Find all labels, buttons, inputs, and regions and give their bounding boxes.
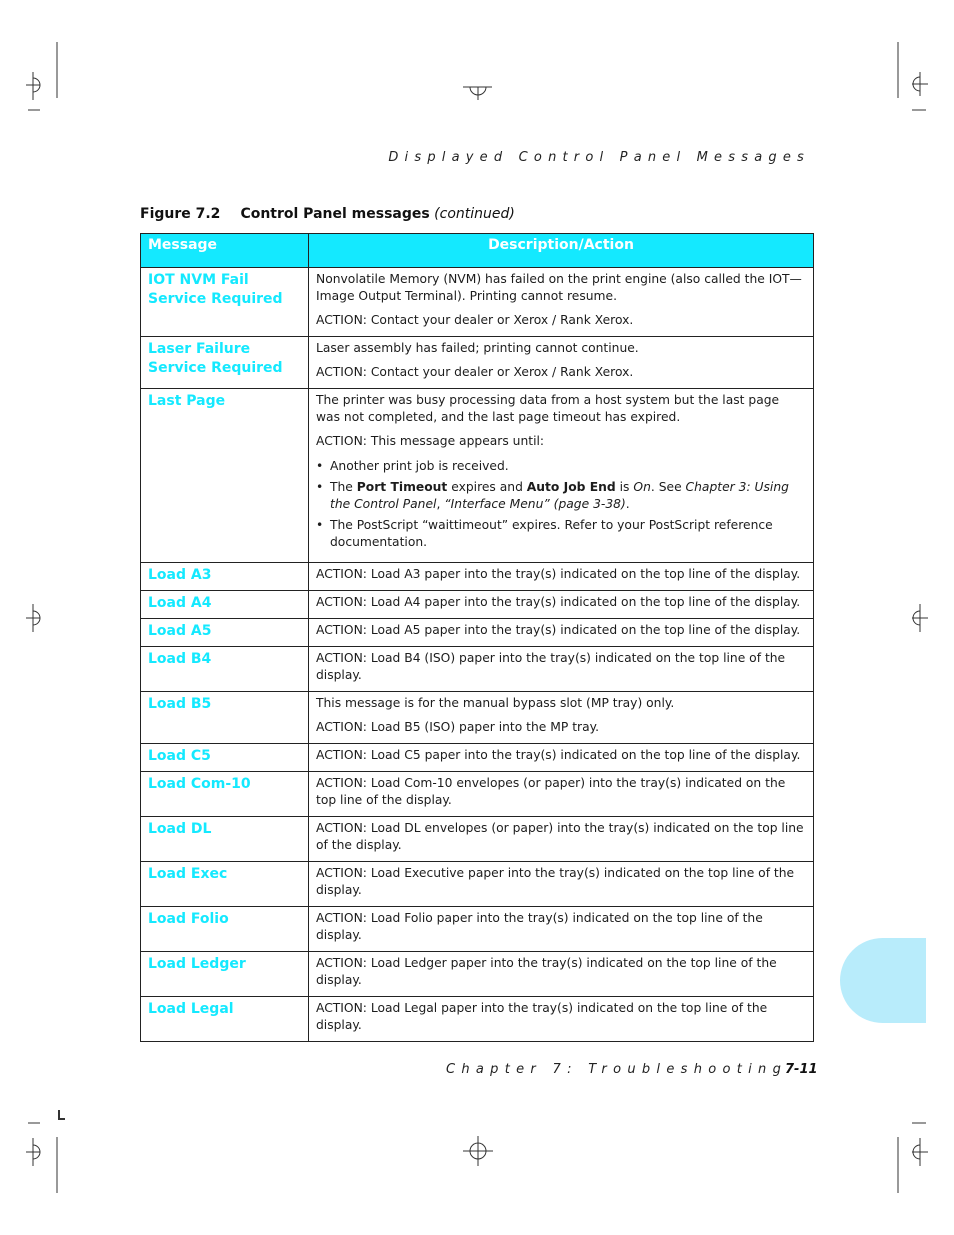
table-row <box>141 997 814 1042</box>
figure-caption <box>140 206 515 222</box>
text-run: is <box>615 480 634 494</box>
message-cell <box>141 591 309 619</box>
description-paragraph: Nonvolatile Memory (NVM) has failed on the print engine (also called the IOT—Image Output Terminal). Printing cannot resume. <box>316 272 802 303</box>
message-cell <box>141 337 309 389</box>
column-header-message: Message <box>141 234 309 268</box>
description-paragraph: ACTION: Contact your dealer or Xerox / Rank Xerox. <box>316 365 634 379</box>
message-name-line: IOT NVM Fail <box>148 272 249 288</box>
table-row <box>141 862 814 907</box>
message-name-line: Load Exec <box>148 866 228 882</box>
text-run: . See <box>650 480 686 494</box>
message-name-line: Load A4 <box>148 595 212 611</box>
condition-item <box>316 517 806 551</box>
table-body <box>141 268 814 1042</box>
condition-item <box>316 458 806 475</box>
message-cell <box>141 619 309 647</box>
description-paragraph: ACTION: Load A5 paper into the tray(s) indicated on the top line of the display. <box>316 623 801 637</box>
description-cell <box>309 952 814 997</box>
message-cell <box>141 647 309 692</box>
table-row <box>141 268 814 337</box>
message-cell <box>141 692 309 744</box>
description-cell <box>309 744 814 772</box>
description-paragraph: Laser assembly has failed; printing cannot continue. <box>316 341 639 355</box>
message-name-line: Load Com-10 <box>148 776 251 792</box>
description-paragraph: ACTION: Load C5 paper into the tray(s) indicated on the top line of the display. <box>316 748 801 762</box>
message-name-line: Load B5 <box>148 696 212 712</box>
message-name-line: Load C5 <box>148 748 211 764</box>
description-paragraph: ACTION: Load B5 (ISO) paper into the MP tray. <box>316 720 600 734</box>
table-row <box>141 952 814 997</box>
description-cell <box>309 772 814 817</box>
description-cell <box>309 862 814 907</box>
message-name-line: Load A5 <box>148 623 212 639</box>
message-name-line: Load A3 <box>148 567 212 583</box>
running-header: Displayed Control Panel Messages <box>388 150 810 165</box>
text-run: Port Timeout <box>356 480 448 494</box>
message-cell <box>141 907 309 952</box>
description-paragraph: ACTION: Load A4 paper into the tray(s) indicated on the top line of the display. <box>316 595 801 609</box>
description-paragraph: ACTION: Load DL envelopes (or paper) into the tray(s) indicated on the top line of the display. <box>316 821 804 852</box>
message-cell <box>141 997 309 1042</box>
description-paragraph: This message is for the manual bypass slot (MP tray) only. <box>316 696 675 710</box>
messages-table <box>140 233 814 1042</box>
message-cell <box>141 862 309 907</box>
message-name-line: Service Required <box>148 291 283 307</box>
table-row <box>141 337 814 389</box>
table-header-row <box>141 234 814 268</box>
text-run: , <box>436 497 445 511</box>
text-run: Another print job is received. <box>330 459 509 473</box>
table-row <box>141 907 814 952</box>
text-run: The <box>330 480 357 494</box>
description-paragraph: ACTION: Contact your dealer or Xerox / Rank Xerox. <box>316 313 634 327</box>
message-cell <box>141 563 309 591</box>
description-cell <box>309 817 814 862</box>
message-name-line: Service Required <box>148 360 283 376</box>
text-run: expires and <box>447 480 527 494</box>
condition-item <box>316 479 806 513</box>
text-run: . <box>625 497 630 511</box>
chapter-thumb-tab <box>840 938 926 1023</box>
message-cell <box>141 744 309 772</box>
table-row <box>141 772 814 817</box>
condition-list <box>316 458 806 551</box>
description-cell <box>309 268 814 337</box>
text-run: “Interface Menu” (page 3-38) <box>444 497 626 511</box>
page-number: 7-11 <box>785 1062 818 1077</box>
text-run: On <box>633 480 651 494</box>
message-cell <box>141 389 309 563</box>
table-row <box>141 563 814 591</box>
description-paragraph: ACTION: This message appears until: <box>316 434 545 448</box>
text-run: Chapter 3: Using the Control Panel <box>330 480 789 511</box>
message-name-line: Load DL <box>148 821 212 837</box>
description-paragraph: ACTION: Load Executive paper into the tray(s) indicated on the top line of the display. <box>316 866 795 897</box>
message-cell <box>141 268 309 337</box>
description-cell <box>309 619 814 647</box>
description-cell <box>309 591 814 619</box>
description-paragraph: The printer was busy processing data from a host system but the last page was not completed, and the last page timeout has expired. <box>316 393 780 424</box>
table-row <box>141 389 814 563</box>
column-header-description: Description/Action <box>309 234 814 268</box>
description-cell <box>309 907 814 952</box>
table-row <box>141 647 814 692</box>
description-paragraph: ACTION: Load Folio paper into the tray(s) indicated on the top line of the display. <box>316 911 763 942</box>
description-cell <box>309 997 814 1042</box>
description-paragraph: ACTION: Load Ledger paper into the tray(s) indicated on the top line of the display. <box>316 956 777 987</box>
message-cell <box>141 817 309 862</box>
table-row <box>141 692 814 744</box>
message-cell <box>141 952 309 997</box>
description-cell <box>309 337 814 389</box>
message-name-line: Load Ledger <box>148 956 246 972</box>
message-name-line: Laser Failure <box>148 341 251 357</box>
message-name-line: Load B4 <box>148 651 212 667</box>
description-paragraph: ACTION: Load Legal paper into the tray(s) indicated on the top line of the display. <box>316 1001 768 1032</box>
figure-title: Control Panel messages <box>240 206 430 222</box>
table-row <box>141 817 814 862</box>
figure-number: Figure 7.2 <box>140 206 221 222</box>
description-paragraph: ACTION: Load B4 (ISO) paper into the tray(s) indicated on the top line of the display. <box>316 651 786 682</box>
message-name-line: Last Page <box>148 393 226 409</box>
description-paragraph: ACTION: Load A3 paper into the tray(s) indicated on the top line of the display. <box>316 567 801 581</box>
description-cell <box>309 647 814 692</box>
text-run: The PostScript “waittimeout” expires. Refer to your PostScript reference documentation. <box>330 518 773 549</box>
table-row <box>141 619 814 647</box>
text-run: Auto Job End <box>526 480 616 494</box>
footer-chapter: Chapter 7: Troubleshooting <box>446 1062 788 1077</box>
table-row <box>141 591 814 619</box>
message-name-line: Load Legal <box>148 1001 234 1017</box>
message-cell <box>141 772 309 817</box>
table-row <box>141 744 814 772</box>
message-name-line: Load Folio <box>148 911 229 927</box>
description-cell <box>309 389 814 563</box>
description-cell <box>309 692 814 744</box>
description-cell <box>309 563 814 591</box>
figure-continued: (continued) <box>434 206 515 222</box>
description-paragraph: ACTION: Load Com-10 envelopes (or paper) into the tray(s) indicated on the top line of the display. <box>316 776 786 807</box>
